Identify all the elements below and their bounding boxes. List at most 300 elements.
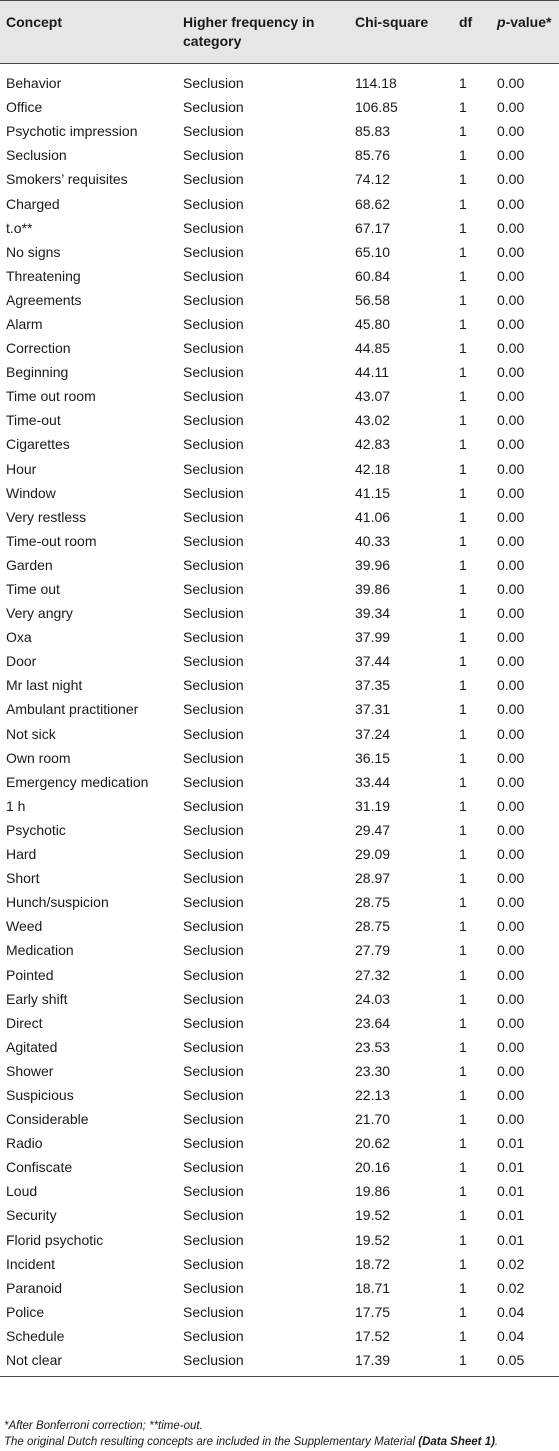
cell-frequency: Seclusion [183,75,244,92]
table-row [0,1083,559,1107]
cell-chi-square: 106.85 [355,99,398,116]
cell-frequency: Seclusion [183,484,244,501]
cell-concept: Hour [6,460,37,477]
cell-concept: Behavior [6,75,62,92]
cell-concept: Shower [6,1062,54,1079]
table-row [0,746,559,770]
cell-p-value: 0.00 [497,701,525,718]
cell-p-value: 0.04 [497,1303,525,1320]
cell-frequency: Seclusion [183,171,244,188]
cell-df: 1 [459,412,467,429]
cell-p-value: 0.00 [497,99,525,116]
cell-concept: Florid psychotic [6,1231,104,1248]
header-concept: Concept [6,14,62,30]
cell-concept: Hard [6,846,37,863]
table-row [0,1348,559,1376]
cell-chi-square: 56.58 [355,291,391,308]
cell-df: 1 [459,460,467,477]
cell-chi-square: 21.70 [355,1111,391,1128]
table-row [0,553,559,577]
cell-p-value: 0.00 [497,1038,525,1055]
table-row [0,143,559,167]
cell-p-value: 0.00 [497,412,525,429]
cell-frequency: Seclusion [183,1014,244,1031]
cell-concept: Charged [6,195,60,212]
cell-df: 1 [459,605,467,622]
footnote-data-sheet-link[interactable]: (Data Sheet 1) [418,1436,495,1448]
cell-p-value: 0.00 [497,918,525,935]
cell-frequency: Seclusion [183,243,244,260]
table-row [0,1324,559,1348]
cell-frequency: Seclusion [183,1352,244,1369]
cell-p-value: 0.00 [497,267,525,284]
cell-p-value: 0.04 [497,1327,525,1344]
cell-chi-square: 23.30 [355,1062,391,1079]
cell-df: 1 [459,436,467,453]
table-row [0,71,559,95]
cell-frequency: Seclusion [183,364,244,381]
cell-p-value: 0.01 [497,1183,525,1200]
cell-chi-square: 43.02 [355,412,391,429]
cell-concept: Alarm [6,315,43,332]
header-chi-square: Chi-square [355,14,429,30]
cell-chi-square: 65.10 [355,243,391,260]
header-df: df [459,14,473,30]
table-row [0,191,559,215]
cell-frequency: Seclusion [183,532,244,549]
table-row [0,119,559,143]
cell-p-value: 0.00 [497,966,525,983]
footnote-bonferroni: *After Bonferroni correction; **time-out. [4,1420,203,1432]
table-footnotes [4,1418,555,1450]
table-row [0,360,559,384]
cell-concept: Early shift [6,990,68,1007]
cell-chi-square: 74.12 [355,171,391,188]
cell-chi-square: 18.72 [355,1255,391,1272]
footnote-supplementary [4,1434,555,1450]
cell-df: 1 [459,918,467,935]
cell-df: 1 [459,1303,467,1320]
cell-chi-square: 37.44 [355,653,391,670]
cell-p-value: 0.00 [497,773,525,790]
cell-frequency: Seclusion [183,1038,244,1055]
cell-chi-square: 17.52 [355,1327,391,1344]
cell-df: 1 [459,846,467,863]
cell-frequency: Seclusion [183,267,244,284]
cell-p-value: 0.00 [497,653,525,670]
cell-p-value: 0.01 [497,1135,525,1152]
cell-df: 1 [459,1279,467,1296]
table-row [0,794,559,818]
cell-concept: t.o** [6,219,33,236]
table-row [0,167,559,191]
cell-concept: Considerable [6,1111,89,1128]
table-row [0,1131,559,1155]
cell-p-value: 0.00 [497,219,525,236]
table-row [0,914,559,938]
cell-chi-square: 28.97 [355,870,391,887]
cell-concept: Agitated [6,1038,58,1055]
table-row [0,818,559,842]
cell-p-value: 0.00 [497,243,525,260]
cell-chi-square: 85.76 [355,147,391,164]
cell-p-value: 0.00 [497,556,525,573]
cell-concept: Hunch/suspicion [6,894,109,911]
cell-df: 1 [459,894,467,911]
table-row [0,95,559,119]
cell-frequency: Seclusion [183,918,244,935]
cell-concept: Not clear [6,1352,63,1369]
cell-frequency: Seclusion [183,966,244,983]
cell-df: 1 [459,291,467,308]
cell-df: 1 [459,219,467,236]
cell-df: 1 [459,629,467,646]
table-row [0,240,559,264]
cell-chi-square: 68.62 [355,195,391,212]
table-row [0,890,559,914]
cell-frequency: Seclusion [183,990,244,1007]
cell-frequency: Seclusion [183,677,244,694]
cell-df: 1 [459,677,467,694]
table-row [0,1035,559,1059]
cell-chi-square: 39.34 [355,605,391,622]
cell-frequency: Seclusion [183,773,244,790]
cell-concept: Police [6,1303,45,1320]
cell-chi-square: 28.75 [355,894,391,911]
cell-frequency: Seclusion [183,340,244,357]
cell-concept: Garden [6,556,53,573]
cell-frequency: Seclusion [183,725,244,742]
cell-p-value: 0.00 [497,1086,525,1103]
cell-df: 1 [459,243,467,260]
header-row [0,1,559,64]
cell-chi-square: 24.03 [355,990,391,1007]
cell-frequency: Seclusion [183,846,244,863]
cell-p-value: 0.00 [497,436,525,453]
table-row [0,1059,559,1083]
cell-df: 1 [459,171,467,188]
cell-frequency: Seclusion [183,749,244,766]
table-row [0,577,559,601]
cell-chi-square: 67.17 [355,219,391,236]
cell-p-value: 0.00 [497,581,525,598]
cell-df: 1 [459,653,467,670]
cell-chi-square: 45.80 [355,315,391,332]
cell-df: 1 [459,870,467,887]
table-row [0,312,559,336]
cell-chi-square: 60.84 [355,267,391,284]
cell-df: 1 [459,1014,467,1031]
cell-frequency: Seclusion [183,1207,244,1224]
table-row [0,625,559,649]
cell-frequency: Seclusion [183,99,244,116]
cell-chi-square: 23.53 [355,1038,391,1055]
cell-p-value: 0.02 [497,1279,525,1296]
cell-p-value: 0.00 [497,677,525,694]
cell-p-value: 0.00 [497,1111,525,1128]
cell-chi-square: 22.13 [355,1086,391,1103]
table-row [0,962,559,986]
cell-p-value: 0.00 [497,990,525,1007]
cell-concept: Suspicious [6,1086,74,1103]
cell-chi-square: 19.52 [355,1207,391,1224]
cell-chi-square: 41.15 [355,484,391,501]
cell-p-value: 0.01 [497,1231,525,1248]
cell-df: 1 [459,75,467,92]
cell-p-value: 0.01 [497,1159,525,1176]
cell-chi-square: 27.79 [355,942,391,959]
cell-p-value: 0.00 [497,846,525,863]
cell-df: 1 [459,821,467,838]
cell-df: 1 [459,315,467,332]
header-p-italic: p [497,14,506,30]
cell-df: 1 [459,1327,467,1344]
table-row [0,432,559,456]
cell-frequency: Seclusion [183,388,244,405]
cell-df: 1 [459,195,467,212]
cell-df: 1 [459,99,467,116]
cell-concept: Security [6,1207,57,1224]
cell-frequency: Seclusion [183,1279,244,1296]
cell-chi-square: 31.19 [355,797,391,814]
cell-p-value: 0.00 [497,749,525,766]
cell-concept: Correction [6,340,71,357]
cell-chi-square: 29.47 [355,821,391,838]
cell-p-value: 0.00 [497,532,525,549]
cell-chi-square: 17.75 [355,1303,391,1320]
cell-frequency: Seclusion [183,1086,244,1103]
cell-concept: Direct [6,1014,43,1031]
cell-frequency: Seclusion [183,315,244,332]
cell-concept: Mr last night [6,677,83,694]
cell-concept: Time-out [6,412,61,429]
cell-df: 1 [459,797,467,814]
cell-df: 1 [459,147,467,164]
cell-concept: Psychotic [6,821,66,838]
cell-p-value: 0.00 [497,821,525,838]
cell-p-value: 0.00 [497,1014,525,1031]
cell-chi-square: 114.18 [355,75,397,92]
header-p-rest: -value* [505,14,552,30]
cell-p-value: 0.00 [497,388,525,405]
cell-df: 1 [459,942,467,959]
cell-concept: Time-out room [6,532,97,549]
cell-chi-square: 43.07 [355,388,391,405]
table-row [0,1203,559,1227]
cell-df: 1 [459,1111,467,1128]
table-header [0,1,559,64]
cell-concept: Short [6,870,40,887]
table-row [0,1011,559,1035]
table-row [0,601,559,625]
cell-concept: Oxa [6,629,32,646]
cell-concept: Office [6,99,43,116]
cell-frequency: Seclusion [183,942,244,959]
cell-concept: Threatening [6,267,81,284]
table-row [0,336,559,360]
cell-concept: Psychotic impression [6,123,138,140]
cell-p-value: 0.05 [497,1352,525,1369]
cell-df: 1 [459,1183,467,1200]
cell-df: 1 [459,1255,467,1272]
cell-df: 1 [459,1159,467,1176]
cell-chi-square: 20.16 [355,1159,391,1176]
table-row [0,673,559,697]
cell-chi-square: 40.33 [355,532,391,549]
cell-concept: Cigarettes [6,436,70,453]
cell-p-value: 0.00 [497,942,525,959]
cell-concept: Time out room [6,388,96,405]
cell-frequency: Seclusion [183,653,244,670]
cell-df: 1 [459,725,467,742]
cell-chi-square: 36.15 [355,749,391,766]
cell-df: 1 [459,1135,467,1152]
cell-frequency: Seclusion [183,1062,244,1079]
cell-p-value: 0.00 [497,171,525,188]
table-row [0,1252,559,1276]
table-spacer [0,64,559,72]
cell-chi-square: 37.24 [355,725,391,742]
cell-frequency: Seclusion [183,291,244,308]
cell-p-value: 0.00 [497,195,525,212]
cell-frequency: Seclusion [183,894,244,911]
cell-chi-square: 42.83 [355,436,391,453]
table-row [0,1228,559,1252]
table-row [0,481,559,505]
cell-frequency: Seclusion [183,412,244,429]
cell-concept: Pointed [6,966,54,983]
table-row [0,216,559,240]
cell-df: 1 [459,1038,467,1055]
cell-chi-square: 37.35 [355,677,391,694]
cell-concept: Loud [6,1183,38,1200]
table-row [0,408,559,432]
table-row [0,1155,559,1179]
table-row [0,529,559,553]
cell-concept: Incident [6,1255,56,1272]
cell-p-value: 0.02 [497,1255,525,1272]
cell-p-value: 0.00 [497,460,525,477]
cell-frequency: Seclusion [183,581,244,598]
cell-df: 1 [459,508,467,525]
cell-df: 1 [459,966,467,983]
cell-concept: Beginning [6,364,69,381]
cell-frequency: Seclusion [183,701,244,718]
cell-concept: Ambulant practitioner [6,701,139,718]
cell-concept: Schedule [6,1327,65,1344]
cell-chi-square: 44.85 [355,340,391,357]
cell-chi-square: 42.18 [355,460,391,477]
cell-df: 1 [459,532,467,549]
cell-df: 1 [459,267,467,284]
cell-frequency: Seclusion [183,508,244,525]
cell-concept: Agreements [6,291,82,308]
cell-chi-square: 28.75 [355,918,391,935]
cell-p-value: 0.00 [497,870,525,887]
table-row [0,722,559,746]
cell-p-value: 0.00 [497,894,525,911]
table-row [0,987,559,1011]
cell-concept: No signs [6,243,61,260]
cell-concept: Seclusion [6,147,67,164]
table-row [0,1107,559,1131]
cell-frequency: Seclusion [183,605,244,622]
cell-concept: Weed [6,918,43,935]
table-row [0,505,559,529]
cell-p-value: 0.00 [497,315,525,332]
cell-frequency: Seclusion [183,1231,244,1248]
table-body [0,64,559,1377]
cell-chi-square: 18.71 [355,1279,391,1296]
footnote-supplementary-text: The original Dutch resulting concepts are included in the Supplementary Material [4,1436,419,1448]
table-row [0,866,559,890]
cell-df: 1 [459,701,467,718]
cell-p-value: 0.00 [497,605,525,622]
cell-p-value: 0.00 [497,629,525,646]
cell-p-value: 0.00 [497,340,525,357]
table-row [0,697,559,721]
cell-concept: Confiscate [6,1159,73,1176]
cell-chi-square: 37.31 [355,701,391,718]
header-frequency: Higher frequency in category [183,14,315,49]
cell-df: 1 [459,364,467,381]
cell-df: 1 [459,484,467,501]
table-bottom-rule [0,1376,559,1377]
cell-chi-square: 37.99 [355,629,391,646]
cell-frequency: Seclusion [183,123,244,140]
cell-frequency: Seclusion [183,797,244,814]
table-row [0,649,559,673]
cell-frequency: Seclusion [183,1135,244,1152]
cell-p-value: 0.00 [497,725,525,742]
cell-df: 1 [459,990,467,1007]
cell-p-value: 0.00 [497,364,525,381]
cell-df: 1 [459,556,467,573]
table-row [0,1276,559,1300]
cell-frequency: Seclusion [183,870,244,887]
cell-frequency: Seclusion [183,147,244,164]
cell-p-value: 0.00 [497,291,525,308]
cell-frequency: Seclusion [183,629,244,646]
cell-concept: Very angry [6,605,73,622]
table-row [0,384,559,408]
cell-frequency: Seclusion [183,460,244,477]
cell-df: 1 [459,581,467,598]
cell-df: 1 [459,388,467,405]
cell-concept: Very restless [6,508,87,525]
cell-df: 1 [459,1062,467,1079]
cell-df: 1 [459,123,467,140]
table-row [0,288,559,312]
cell-chi-square: 39.86 [355,581,391,598]
cell-chi-square: 29.09 [355,846,391,863]
cell-p-value: 0.01 [497,1207,525,1224]
cell-p-value: 0.00 [497,1062,525,1079]
header-p-value [491,1,559,64]
cell-concept: Emergency medication [6,773,149,790]
cell-chi-square: 27.32 [355,966,391,983]
cell-frequency: Seclusion [183,1327,244,1344]
table-row [0,1179,559,1203]
table-row [0,264,559,288]
cell-chi-square: 17.39 [355,1352,391,1369]
cell-concept: Smokers’ requisites [6,171,128,188]
cell-chi-square: 19.52 [355,1231,391,1248]
table-row [0,842,559,866]
cell-frequency: Seclusion [183,1159,244,1176]
cell-frequency: Seclusion [183,1255,244,1272]
cell-p-value: 0.00 [497,147,525,164]
